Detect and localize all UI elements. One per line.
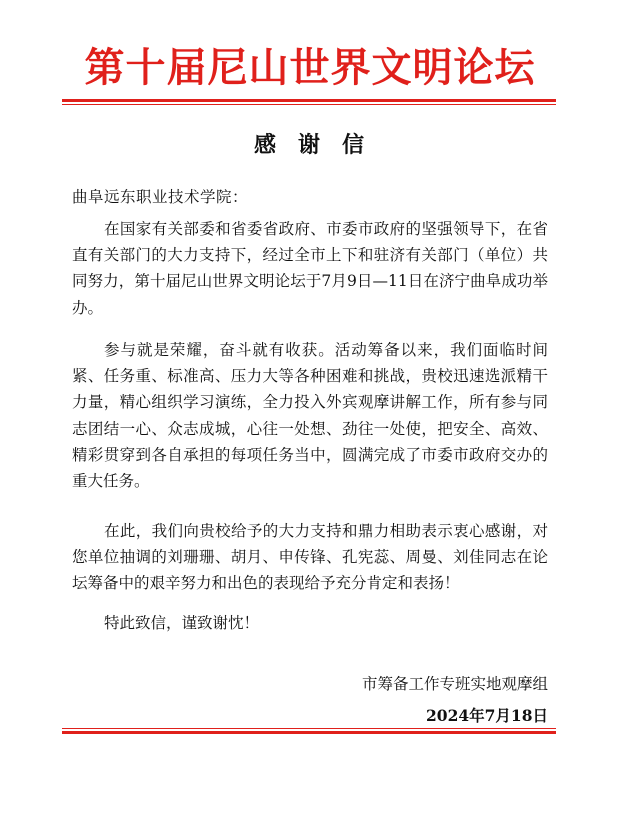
addressee: 曲阜远东职业技术学院： xyxy=(72,188,249,206)
footer-rule-thick xyxy=(62,731,556,734)
footer-rule-thin xyxy=(62,728,556,729)
paragraph-4: 特此致信，谨致谢忱！ xyxy=(104,614,260,632)
signature: 市筹备工作专班实地观摩组 xyxy=(361,675,548,693)
paragraph-2: 参与就是荣耀，奋斗就有收获。活动筹备以来，我们面临时间紧、任务重、标准高、压力大等各种困难和挑战，贵校迅速选派精干力量，精心组织学习演练，全力投入外宾观摩讲解工作，所有参与同志团结一心、众志成城，心往一处想、劲往一处使，把安全、高效、精彩贯穿到各自承担的每项任务当中，圆满完成了市委市政府交办的重大任务。 xyxy=(72,341,548,491)
paragraph-1: 在国家有关部委和省委省政府、市委市政府的坚强领导下，在省直有关部门的大力支持下，经过全市上下和驻济有关部门（单位）共同努力，第十届尼山世界文明论坛于7月9日—11日在济宁曲阜成功举办。 xyxy=(72,220,548,317)
paragraph-3: 在此，我们向贵校给予的大力支持和鼎力相助表示衷心感谢，对您单位抽调的刘珊珊、胡月、申传锋、孔宪蕊、周曼、刘佳同志在论坛筹备中的艰辛努力和出色的表现给予充分肯定和表扬！ xyxy=(72,522,548,593)
header-rule-thin xyxy=(62,104,556,105)
letter-date: 2024年7月18日 xyxy=(426,706,548,725)
forum-title: 第十届尼山世界文明论坛 xyxy=(84,44,536,91)
letter-title: 感谢信 xyxy=(253,132,386,158)
header-rule-thick xyxy=(62,99,556,102)
